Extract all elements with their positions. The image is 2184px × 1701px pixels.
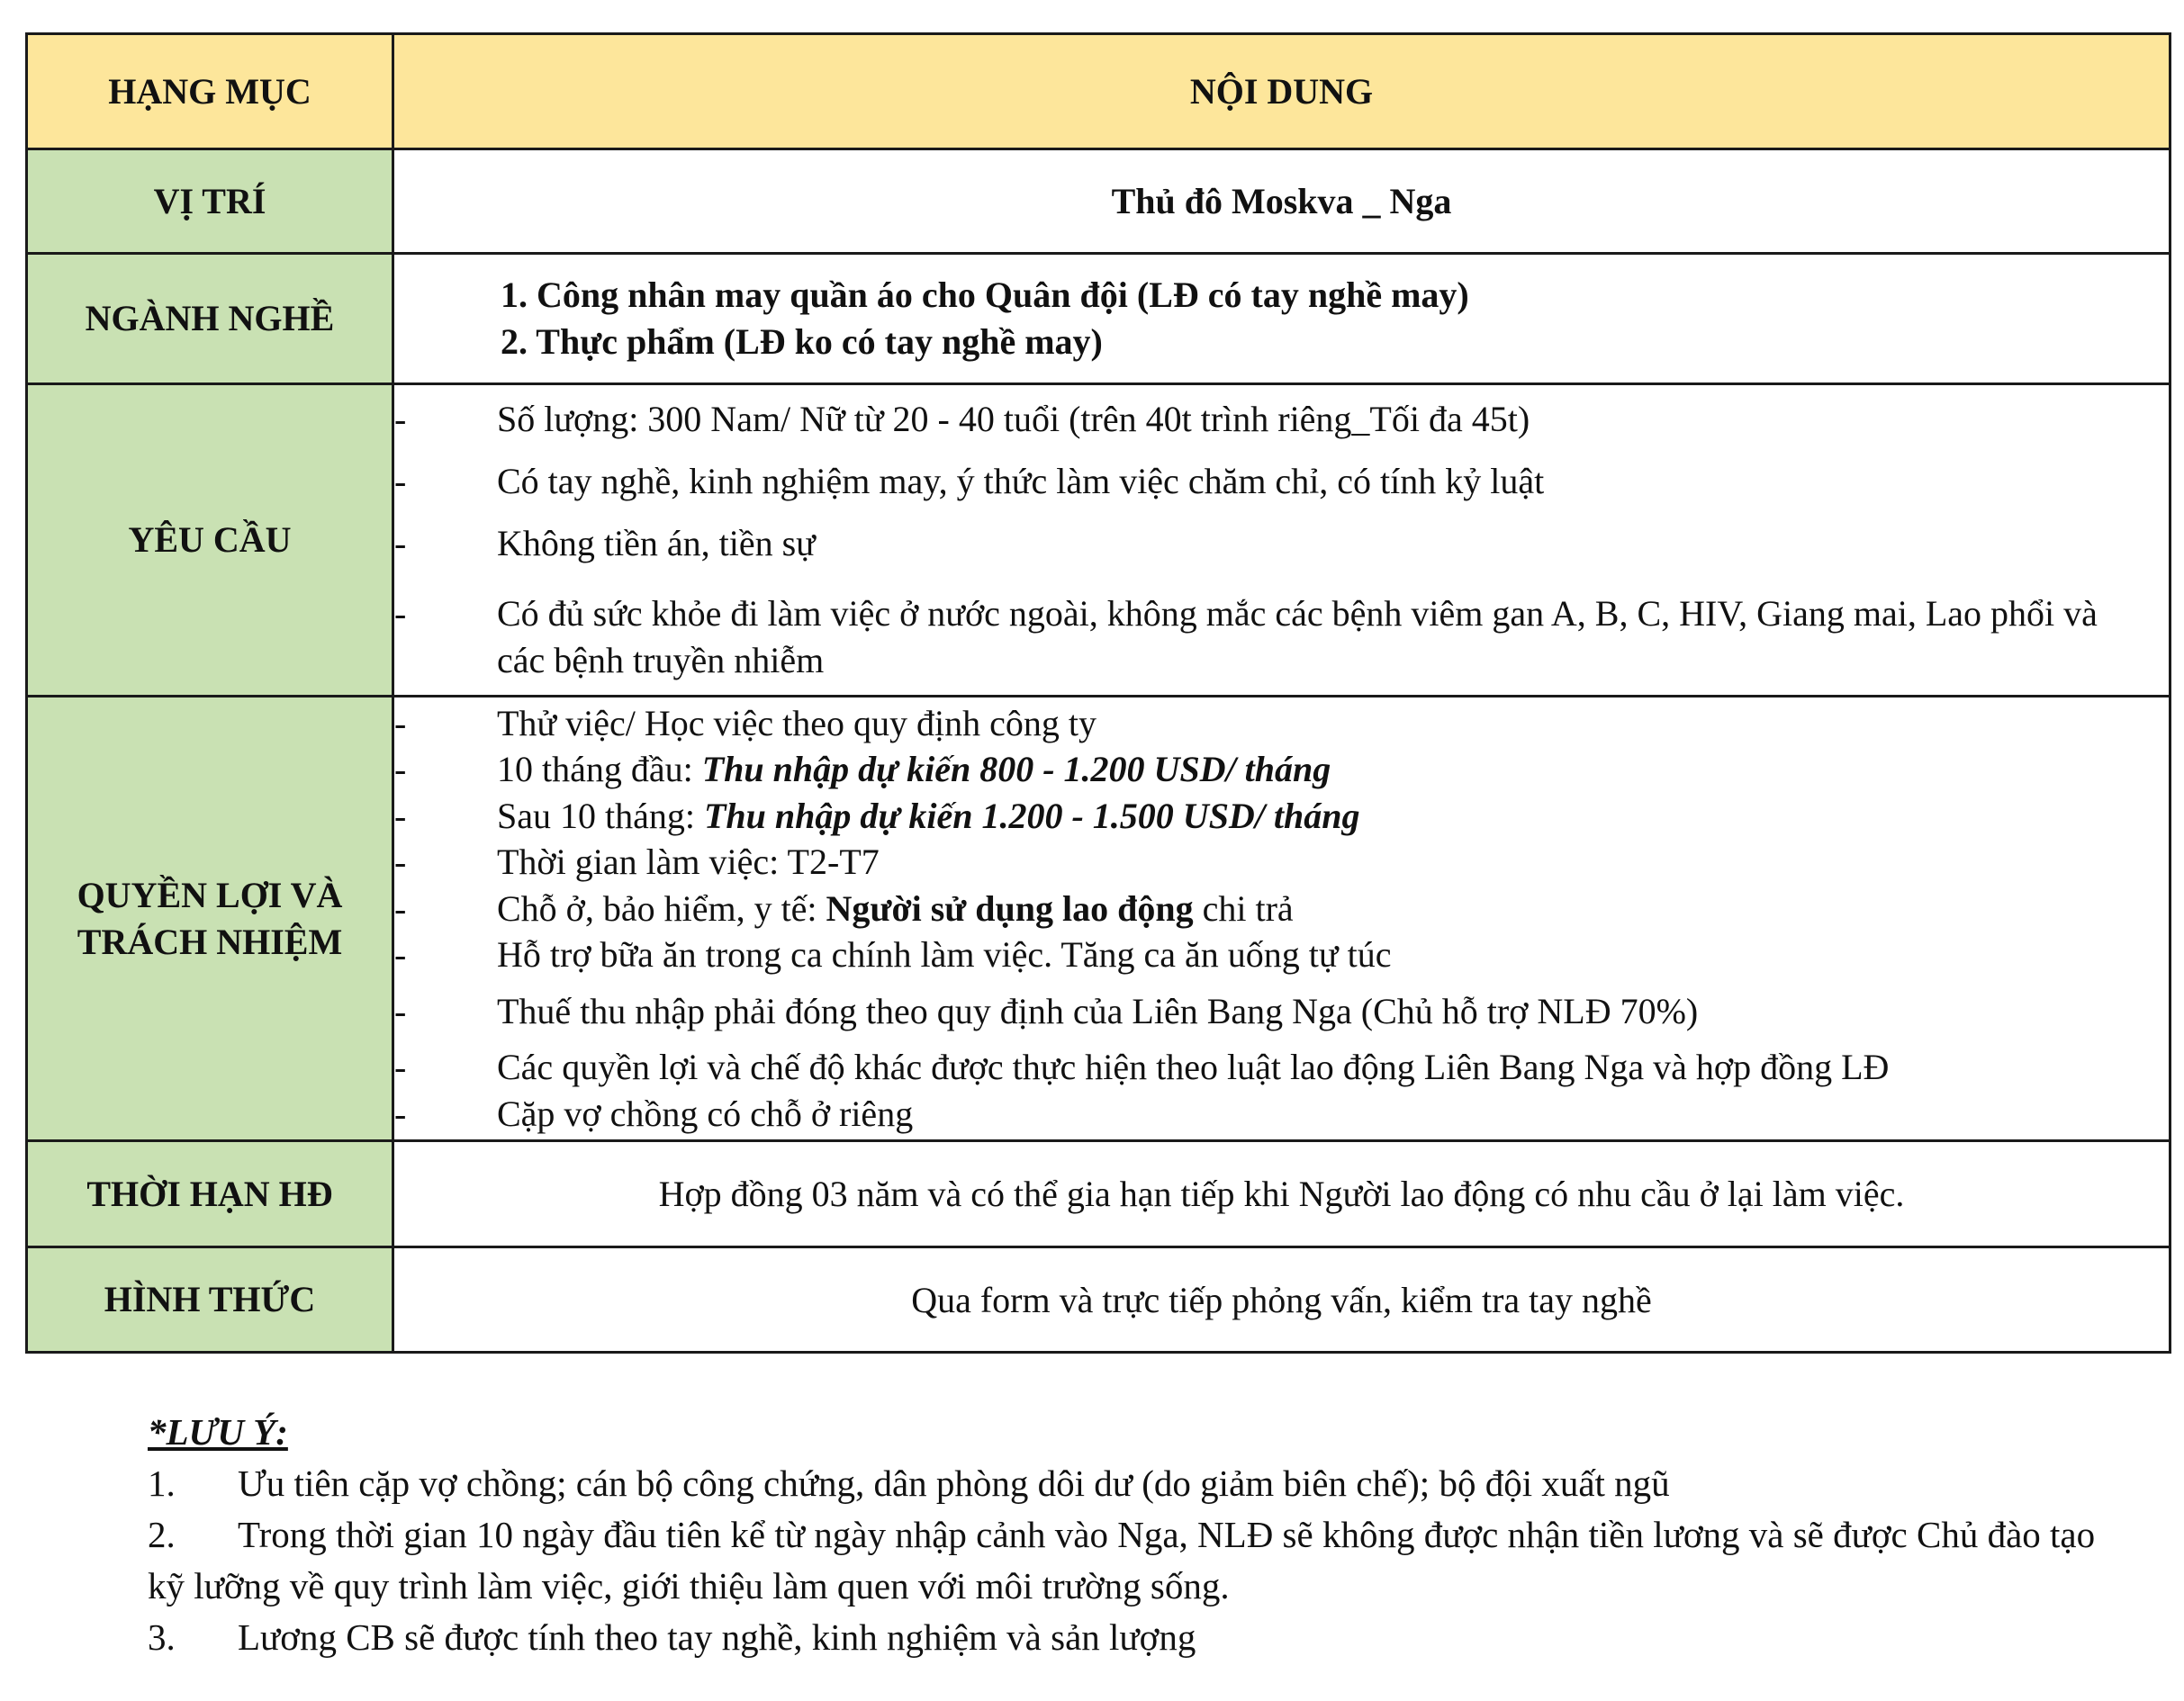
row-method	[27, 1247, 2170, 1353]
label-location: VỊ TRÍ	[27, 149, 393, 254]
header-category: HẠNG MỤC	[27, 34, 393, 149]
row-benefits	[27, 697, 2170, 1141]
row-contract-term	[27, 1141, 2170, 1247]
benefit-item: - Thuế thu nhập phải đóng theo quy định của Liên Bang Nga (Chủ hỗ trợ NLĐ 70%)	[394, 990, 1699, 1031]
row-location	[27, 149, 2170, 254]
note-item: 1. Ưu tiên cặp vợ chồng; cán bộ công chứng, dân phòng dôi dư (do giảm biên chế); bộ đội xuất ngũ	[148, 1462, 1670, 1504]
requirement-item: - Số lượng: 300 Nam/ Nữ từ 20 - 40 tuổi (trên 40t trình riêng_Tối đa 45t)	[394, 399, 1530, 439]
value-location: Thủ đô Moskva _ Nga	[393, 149, 2170, 254]
label-contract-term: THỜI HẠN HĐ	[27, 1141, 393, 1247]
benefit-item: - Hỗ trợ bữa ăn trong ca chính làm việc. Tăng ca ăn uống tự túc	[394, 934, 1392, 976]
value-benefits	[393, 697, 2170, 1141]
notes-title: *LƯU Ý:	[148, 1411, 288, 1453]
value-contract-term: Hợp đồng 03 năm và có thể gia hạn tiếp khi Người lao động có nhu cầu ở lại làm việc.	[393, 1141, 2170, 1247]
benefit-item: - Sau 10 tháng: Thu nhập dự kiến 1.200 - 1.500 USD/ tháng	[394, 795, 1360, 836]
value-method: Qua form và trực tiếp phỏng vấn, kiểm tra tay nghề	[393, 1247, 2170, 1353]
benefit-item: - Chỗ ở, bảo hiểm, y tế: Người sử dụng lao động chi trả	[394, 887, 1294, 929]
notes-section	[148, 1407, 2128, 1663]
requirement-item: - Không tiền án, tiền sự	[394, 523, 816, 563]
header-content: NỘI DUNG	[393, 34, 2170, 149]
occupation-item: 2. Thực phẩm (LĐ ko có tay nghề may)	[501, 321, 1103, 362]
occupation-item: 1. Công nhân may quần áo cho Quân đội (LĐ có tay nghề may)	[501, 274, 1469, 315]
label-method: HÌNH THỨC	[27, 1247, 393, 1353]
requirement-item: - Có tay nghề, kinh nghiệm may, ý thức làm việc chăm chỉ, có tính kỷ luật	[394, 461, 1545, 501]
label-requirements: YÊU CẦU	[27, 384, 393, 697]
job-info-table	[25, 32, 2171, 1354]
label-benefits: QUYỀN LỢI VÀ TRÁCH NHIỆM	[27, 697, 393, 1141]
benefit-item: - Các quyền lợi và chế độ khác được thực hiện theo luật lao động Liên Bang Nga và hợp đồng LĐ	[394, 1047, 1890, 1088]
value-occupation	[393, 254, 2170, 384]
table-header-row	[27, 34, 2170, 149]
note-item: 2. Trong thời gian 10 ngày đầu tiên kể từ ngày nhập cảnh vào Nga, NLĐ sẽ không được nhận tiền lương và sẽ được Chủ đào tạo kỹ lưỡng về quy trình làm việc, giới thiệu làm quen với môi trường sống.	[148, 1514, 2096, 1606]
label-occupation: NGÀNH NGHỀ	[27, 254, 393, 384]
value-requirements	[393, 384, 2170, 697]
benefit-item: - 10 tháng đầu: Thu nhập dự kiến 800 - 1.200 USD/ tháng	[394, 749, 1331, 790]
benefit-item: - Thử việc/ Học việc theo quy định công ty	[394, 702, 1097, 743]
note-item: 3. Lương CB sẽ được tính theo tay nghề, kinh nghiệm và sản lượng	[148, 1616, 1196, 1658]
benefit-item: - Thời gian làm việc: T2-T7	[394, 842, 880, 883]
row-requirements	[27, 384, 2170, 697]
row-occupation	[27, 254, 2170, 384]
requirement-item: - Có đủ sức khỏe đi làm việc ở nước ngoài, không mắc các bệnh viêm gan A, B, C, HIV, Giang mai, Lao phổi và các bệnh truyền nhiễm	[394, 593, 2098, 680]
benefit-item: - Cặp vợ chồng có chỗ ở riêng	[394, 1093, 914, 1134]
